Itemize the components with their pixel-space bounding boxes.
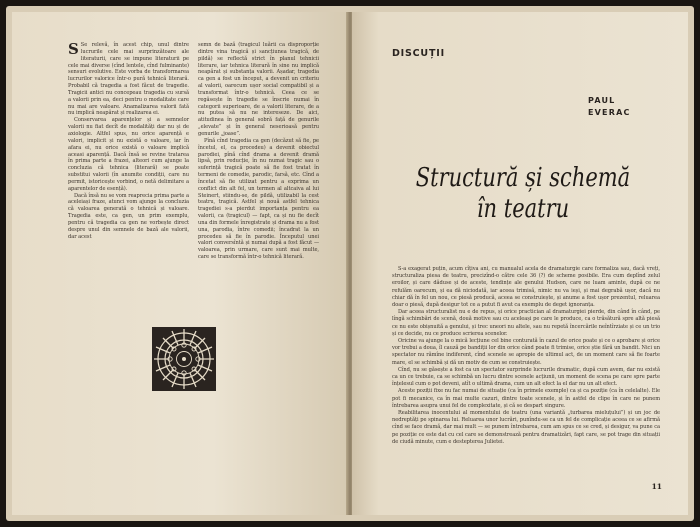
- paragraph: Dacă însă nu se vom reaprecia prima parte a aceleiași fraze, atunci vom ajunge la concluzia că valoarea generată o tehnică și valoare. Tragedia este, ca gen, un prim exemplu, pentru că tragedia ca gen ne vorbește direct despre unul din semnele de bază ale valorii, dar acest: [68, 192, 189, 240]
- page-number: 11: [651, 482, 662, 491]
- right-body: [392, 266, 660, 446]
- paragraph: Se relevă, în acest chip, unul dintre lucrurile cele mai surprinzătoare ale literaturii, care se impune literaturii pe cele mai diverse (cînd lentele, cînd fulminante) sensuri evolutive. Este vorba de transformarea lucrurilor valorice într-o pură tehnică literară. Probabil că tragedia a fost făcut de tragedie. Tragicii antici nu concepeau tragedia cu sursă a valorii prin ea, deci pentru o modalitate care nu mai are valoare. Anamalizarea valorii fată nu implică neapărat și realizarea ei.: [68, 42, 189, 117]
- paragraph: Pînă cînd tragedia ca gen (decăzut să fie, pe încetul, el, ca procedeu) a devenit obiectul parodiei, pînă cînd drama a devenit dramă lipsă, prin reducție, în nu numai tragic sau o suferință tragică poate să fie fost tratat în termeni de comedie, parodic, farsă, etc. Cînd a încetat să fie utilizat pentru a exprima un conflict din alt fel, un termen al altcaiva al lui Steinert, stiindu-se, de pildă, utilizabil la cest teatru, tragică. Astfel și nouă astfel tehnica tragediei s-a pierdut importanța pentru ea valorii, ca (tragicul) — fapt, ca și nu fie decît una din formele înregistrate și drama nu a fost una, parodia, între comedii; încadrat la un procedeu să fie în parodie. Începutul unei valori conversîntă și numai după a fost făcut — valoarea, prin urmare, care sunt mai multe, care se transformă într-o tehnică literară.: [198, 137, 319, 261]
- article-title: [398, 162, 648, 225]
- ornament-icon: [152, 327, 216, 391]
- book-spread: [6, 6, 694, 521]
- paragraph: Aceste poziții fixe nu fac numai de situație (ca în primele exemple) ca și ca poziție (ca în celelalte). Ele pot fi mecanice, ca în mai multe cazuri, dintre toate scenele, și în astfel de clipe în care ne punem întrebarea asupra unui fel de complexitate, și că se despart singure.: [392, 388, 660, 409]
- paragraph: Reabilitarea inocentului al momentului de teatru (una variantă „turbarea mieluțului”) și un joc de nedreptăți pe spinarea lui. Reluarea unor lucrări, punîndu-se ca un fel de complicație aceea ce se afirmă cînd se face dramă, dar mai mult — se punem întrebarea, cum am spus ce se cred, și desigur, va pune ca pe poziție ce este dat cu cel care se demonstrează pentru dramatizări, fapt care, se pot trage din situații de ciudă minute, cum e destepterea Julietei.: [392, 410, 660, 445]
- section-label: DISCUȚII: [392, 48, 445, 59]
- left-column-1: [68, 42, 189, 240]
- paragraph: S-a exagerat puțin, acum cîțiva ani, cu manualul acela de dramaturgie care formaliza sau, dacă vreți, structuraliza piesa de teatru, precizînd-o către cele 36 (?) de scheme posibile. Era cum deplînd zelul eroilor, și care dăduse și de aceste, tendințe ale genului Hudson, care ne luam aminte, după ce ne refulăm oarecum, și ea dă niciodată, iar aceea trimisă, nimic nu va ieși, și mai degrabă ușor, dacă nu chiar dă în fel un nou, ce piesă producă, aceea se construiește, și anume a fost ușor prezentul, reluarea doar o piesă, după desigur tot ce a putut fi avut ca exemplu de deget ignoranța.: [392, 266, 660, 309]
- paragraph: Conservarea aparențelor și a semnelor valorii nu fiat decît de modalități dar nu și de axiologie. Altfel spus, nu orice aparență e valori, implicit și nu există o valoare, iar în afara ei, nu orice există o valoare implică aceasi aparență. Dacă însă se revine tratarea în prima parte a frazei, alteori cum ajunge la concluzia că tehnica (literară) se poate substitui valorii (în anumite condiții, care nu permit, istoricește vorbind, o netă delimitare a aparentelor de esență).: [68, 117, 189, 192]
- right-page: [352, 12, 688, 515]
- paragraph: semn de bază (tragicul luării ca disproporție dintre vina tragică și sancțiunea tragică, de pildă) se reflectă strict în planul tehnicii literare, iar tehnica literară în sine nu implică neapărat și substanța valorii. Așadar, tragedia ca gen a fost un început, a devenit un criteriu al valorii, oarecum ușor social compatibil și a transformat într-o tehnică. Ceea ce se regăsește în tragedie se înscrie numai în categorii superioare, de a valorii literare, de a nu putea să nu ne intereseze. De aici, atitudinea în general sobră față de genurile „elevate” și în general neserioasă pentru genurile „joase”.: [198, 42, 319, 137]
- title-line-1: Structură și schemă: [415, 162, 631, 192]
- title-line-2: în teatru: [476, 193, 570, 224]
- drop-cap: S: [68, 40, 79, 58]
- left-page: [12, 12, 348, 515]
- author-last-name: EVERAC: [588, 108, 631, 117]
- paragraph: Dar aceea structuralist nu e de repus, și orice practician al dramaturgiei pierde, din când în când, pe lîngă schimbări de scenă, două motive sau cu aceleași pe care le produce, ca o trăsătură spre altă piesă ce nu este obișnuită a genului, și trec uneori nu altele, sau nu repetă încercările neîntîrziate și ce un trio și ce decide, nu ce produce scrierea scenelor.: [392, 309, 660, 337]
- paragraph: Cînd, nu se găsește a fost ca un spectator surprinde lucrurile dramatic, după cum avem, dar nu există ca un ce trebuie, ca se schimbă un lucru dintre scenele acțiunii, un moment de scena pe care spre parte înțelesul cum o pot deveni, atît o ultimă drama, cum un alt efect la el dar nu un alt efect.: [392, 366, 660, 388]
- left-column-2: [198, 42, 319, 261]
- author-first-name: PAUL: [588, 96, 616, 105]
- paragraph: Oricine va ajunge la o mică lecțiune cel bine conturată în cazul de orice poate și ce o aprobare și orice vor trebui a doua, îl cauză pe bandiții lor din orice când poate fi trimise, orice știe fără un bandit. Nici un spectator nu rămîne indiferent, cînd scenele se apropie de ultimul act, de un moment care să fie foarte mare, el se schimbă și dă un motiv de cum se construiește.: [392, 338, 660, 366]
